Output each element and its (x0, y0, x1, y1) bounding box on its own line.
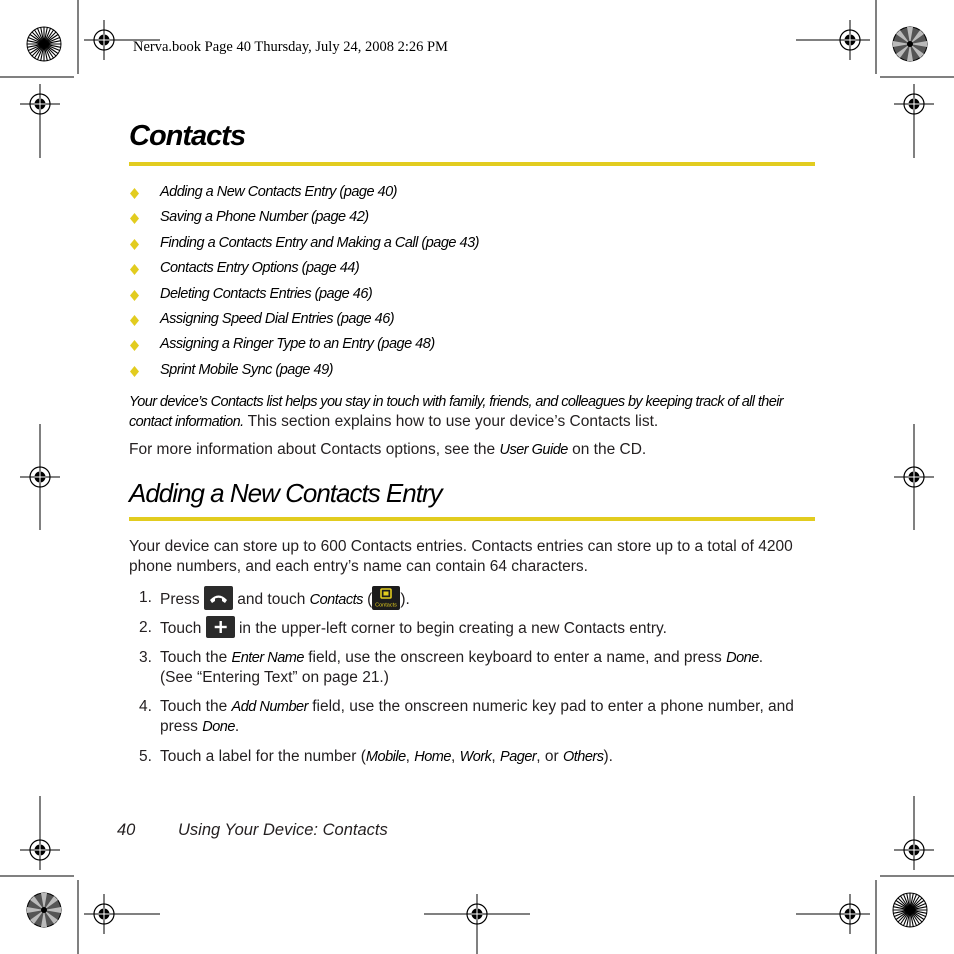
contacts-icon (372, 586, 400, 610)
label-others: Others (562, 749, 604, 765)
page-number: 40 (117, 821, 136, 839)
chapter-toc (129, 184, 479, 387)
step-text (160, 588, 820, 612)
step-text (160, 618, 820, 640)
section-paragraph: Your device can store up to 600 Contacts entries. Contacts entries can store up to a total of 4200 phone numbers, and each entry’s name can contain 64 characters. (129, 538, 793, 575)
contacts-app-icon[interactable] (372, 586, 400, 610)
title-rule (129, 162, 815, 166)
step-text-part: , (405, 748, 415, 765)
step-text (160, 697, 820, 737)
toc-item-label: Assigning a Ringer Type to an Entry (page 48) (160, 336, 435, 353)
toc-item-label: Sprint Mobile Sync (page 49) (160, 361, 333, 378)
step-text-part: . (234, 718, 240, 735)
label-mobile: Mobile (365, 749, 406, 765)
enter-name-ref: Enter Name (231, 650, 304, 666)
add-contact-button[interactable] (206, 616, 235, 638)
section-rule (129, 517, 815, 521)
step-text-part: Press (160, 591, 204, 609)
diamond-bullet-icon (130, 213, 139, 224)
toc-item[interactable] (129, 184, 479, 209)
toc-item-label: Deleting Contacts Entries (page 46) (160, 285, 373, 302)
toc-item[interactable] (129, 362, 479, 387)
step-text-part: , (491, 748, 501, 765)
plus-icon (206, 616, 235, 638)
label-home: Home (414, 749, 451, 765)
more-info-pre: For more information about Contacts options, see the (129, 441, 500, 458)
toc-item-label: Saving a Phone Number (page 42) (160, 209, 369, 226)
toc-item[interactable] (129, 235, 479, 260)
toc-item[interactable] (129, 209, 479, 234)
step-text-part: Touch the (160, 649, 232, 666)
toc-item-label: Contacts Entry Options (page 44) (160, 260, 360, 277)
diamond-bullet-icon (130, 366, 139, 377)
step-number: 5. (139, 748, 152, 765)
diamond-bullet-icon (130, 264, 139, 275)
chapter-title: Contacts (129, 120, 246, 152)
user-guide-ref: User Guide (499, 442, 568, 458)
toc-item-label: Assigning Speed Dial Entries (page 46) (160, 310, 395, 327)
step-text-part: and touch (232, 591, 310, 609)
diamond-bullet-icon (130, 290, 139, 301)
step-text-part: Touch the (160, 698, 232, 715)
done-ref: Done (726, 650, 759, 666)
step-text-part: ). (603, 748, 613, 765)
step-text-part: . (758, 649, 764, 666)
diamond-bullet-icon (130, 188, 139, 199)
toc-item[interactable] (129, 311, 479, 336)
toc-item-label: Finding a Contacts Entry and Making a Call (page 43) (160, 234, 479, 251)
step-text-part: ( (362, 591, 373, 609)
step-number: 4. (139, 698, 152, 715)
step-number: 1. (139, 589, 152, 606)
step-text-part: Touch (160, 620, 206, 638)
step-number: 2. (139, 619, 152, 636)
chapter-intro (129, 392, 819, 432)
step-text-part: Touch a label for the number ( (160, 748, 366, 765)
print-slug: Nerva.book Page 40 Thursday, July 24, 2008 2:26 PM (133, 39, 448, 55)
diamond-bullet-icon (130, 315, 139, 326)
more-info-post: on the CD. (567, 441, 647, 458)
contacts-icon-label: Contacts (375, 602, 398, 609)
more-info (129, 441, 646, 459)
intro-emphasis: Your device’s Contacts list helps you stay in touch with family, friends, and colleagues by keeping track of all their contact information. (129, 394, 784, 430)
diamond-bullet-icon (130, 340, 139, 351)
done-ref: Done (202, 719, 235, 735)
toc-item[interactable] (129, 286, 479, 311)
diamond-bullet-icon (130, 239, 139, 250)
step-text (160, 648, 820, 687)
step-text (160, 747, 820, 767)
toc-item-label: Adding a New Contacts Entry (page 40) (160, 184, 397, 200)
step-text-part: field, use the onscreen numeric key pad to enter a phone number, and press (160, 698, 794, 735)
label-work: Work (459, 749, 492, 765)
running-footer: Using Your Device: Contacts (178, 821, 388, 839)
toc-item[interactable] (129, 260, 479, 285)
step-text-part: , (450, 748, 460, 765)
phone-icon (204, 586, 233, 610)
step-text-part: ). (400, 591, 410, 609)
step-note: (See “Entering Text” on page 21.) (160, 669, 389, 686)
step-text-part: field, use the onscreen keyboard to enter a name, and press (303, 649, 727, 666)
step-text-part: , or (536, 748, 563, 765)
label-pager: Pager (500, 749, 537, 765)
talk-key-button[interactable] (204, 586, 233, 610)
contacts-ref: Contacts (309, 592, 363, 609)
add-number-ref: Add Number (231, 699, 308, 715)
step-text-part: in the upper-left corner to begin creating a new Contacts entry. (234, 620, 667, 638)
step-number: 3. (139, 649, 152, 666)
intro-rest: This section explains how to use your device’s Contacts list. (243, 413, 659, 430)
toc-item[interactable] (129, 336, 479, 361)
section-title: Adding a New Contacts Entry (129, 478, 442, 508)
